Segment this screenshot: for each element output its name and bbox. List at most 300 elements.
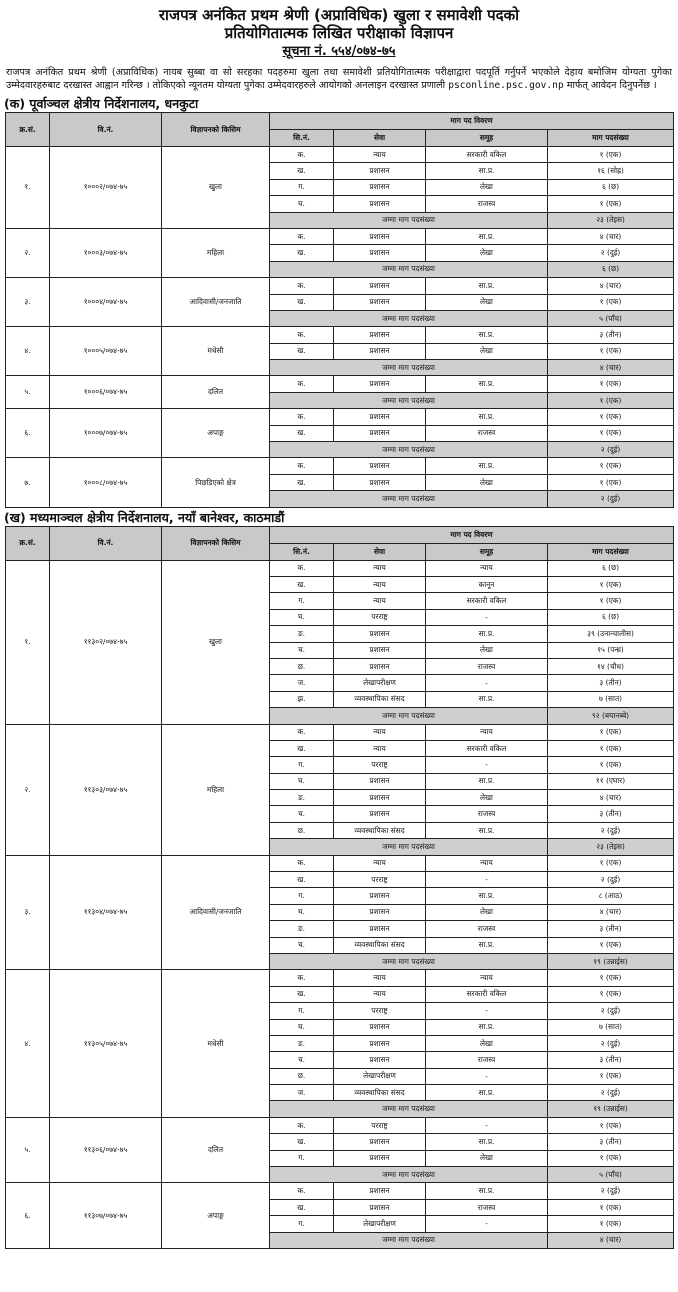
- cell-service: प्रशासन: [334, 1019, 426, 1035]
- header-posts: माग पदसंख्या: [548, 543, 674, 560]
- cell-posts: १ (एक): [548, 855, 674, 871]
- table-row: [6, 724, 674, 740]
- cell-service: परराष्ट्र: [334, 1117, 426, 1133]
- cell-posts: ३ (तीन): [548, 1134, 674, 1150]
- cell-sn: ५.: [6, 1117, 50, 1183]
- cell-sn: ५.: [6, 376, 50, 409]
- notice-number: सूचना नं. ५५४/०७४-७५: [282, 44, 396, 59]
- posts-table: [5, 526, 674, 1249]
- total-label: जम्मा माग पदसंख्या: [270, 392, 548, 408]
- cell-sn: ६.: [6, 1183, 50, 1249]
- cell-posts: ३९ (उनान्चालीस): [548, 626, 674, 642]
- cell-service: प्रशासन: [334, 790, 426, 806]
- cell-service: लेखापरीक्षण: [334, 675, 426, 691]
- cell-sub-sn: ख.: [270, 425, 334, 441]
- cell-posts: २ (दुई): [548, 1085, 674, 1101]
- cell-sub-sn: क.: [270, 327, 334, 343]
- cell-sn: २.: [6, 228, 50, 277]
- cell-group: लेखा: [426, 904, 548, 920]
- cell-group: न्याय: [426, 855, 548, 871]
- cell-service: प्रशासन: [334, 327, 426, 343]
- cell-service: प्रशासन: [334, 904, 426, 920]
- online-portal-link[interactable]: psconline.psc.gov.np: [448, 80, 564, 91]
- cell-sub-sn: ख.: [270, 576, 334, 592]
- cell-group: लेखा: [426, 294, 548, 310]
- cell-service: प्रशासन: [334, 1134, 426, 1150]
- cell-sub-sn: ख.: [270, 294, 334, 310]
- cell-sub-sn: क.: [270, 147, 334, 163]
- cell-posts: १४ (चौध): [548, 658, 674, 674]
- cell-posts: ७ (सात): [548, 1019, 674, 1035]
- cell-posts: १ (एक): [548, 458, 674, 474]
- cell-group: राजस्व: [426, 806, 548, 822]
- cell-service: प्रशासन: [334, 458, 426, 474]
- cell-service: प्रशासन: [334, 806, 426, 822]
- cell-service: प्रशासन: [334, 888, 426, 904]
- cell-posts: ६ (छ): [548, 179, 674, 195]
- cell-sub-sn: ग.: [270, 179, 334, 195]
- cell-service: प्रशासन: [334, 1052, 426, 1068]
- cell-group: सा.प्र.: [426, 409, 548, 425]
- cell-sub-sn: क.: [270, 970, 334, 986]
- cell-sn: १.: [6, 147, 50, 229]
- cell-group: सा.प्र.: [426, 376, 548, 392]
- cell-service: प्रशासन: [334, 474, 426, 490]
- cell-service: परराष्ट्र: [334, 872, 426, 888]
- cell-ad-no: ११३०२/०७४-७५: [50, 560, 162, 724]
- cell-service: परराष्ट्र: [334, 609, 426, 625]
- cell-sn: ३.: [6, 278, 50, 327]
- total-value: ५ (पाँच): [548, 310, 674, 326]
- cell-service: प्रशासन: [334, 196, 426, 212]
- cell-posts: ३ (तीन): [548, 806, 674, 822]
- cell-sub-sn: छ.: [270, 822, 334, 838]
- cell-service: प्रशासन: [334, 278, 426, 294]
- cell-group: सा.प्र.: [426, 626, 548, 642]
- cell-sub-sn: क.: [270, 409, 334, 425]
- cell-group: -: [426, 609, 548, 625]
- header-posts: माग पदसंख्या: [548, 130, 674, 147]
- cell-posts: १ (एक): [548, 376, 674, 392]
- cell-sub-sn: घ.: [270, 773, 334, 789]
- cell-posts: १ (एक): [548, 576, 674, 592]
- cell-sub-sn: क.: [270, 1117, 334, 1133]
- cell-group: राजस्व: [426, 196, 548, 212]
- cell-posts: ८ (आठ): [548, 888, 674, 904]
- cell-posts: ३ (तीन): [548, 1052, 674, 1068]
- cell-service: प्रशासन: [334, 245, 426, 261]
- cell-group: राजस्व: [426, 1199, 548, 1215]
- cell-ad-type: दलित: [162, 1117, 270, 1183]
- total-label: जम्मा माग पदसंख्या: [270, 212, 548, 228]
- cell-service: न्याय: [334, 986, 426, 1002]
- total-label: जम्मा माग पदसंख्या: [270, 708, 548, 724]
- cell-service: प्रशासन: [334, 1150, 426, 1166]
- total-label: जम्मा माग पदसंख्या: [270, 1101, 548, 1117]
- cell-group: सा.प्र.: [426, 1085, 548, 1101]
- total-label: जम्मा माग पदसंख्या: [270, 491, 548, 507]
- header-ad-no: वि.नं.: [50, 526, 162, 560]
- total-label: जम्मा माग पदसंख्या: [270, 839, 548, 855]
- cell-ad-type: दलित: [162, 376, 270, 409]
- header-group: समूह: [426, 543, 548, 560]
- header-ad-type: विज्ञापनको किसिम: [162, 526, 270, 560]
- header-ad-type: विज्ञापनको किसिम: [162, 113, 270, 147]
- table-row: [6, 1117, 674, 1133]
- cell-group: न्याय: [426, 724, 548, 740]
- cell-posts: १ (एक): [548, 970, 674, 986]
- cell-posts: १५ (पन्ध्र): [548, 642, 674, 658]
- cell-service: व्यवस्थापिका संसद: [334, 691, 426, 707]
- cell-service: लेखापरीक्षण: [334, 1216, 426, 1232]
- cell-sub-sn: घ.: [270, 904, 334, 920]
- cell-ad-type: खुला: [162, 560, 270, 724]
- table-row: [6, 376, 674, 392]
- cell-sn: ४.: [6, 327, 50, 376]
- cell-posts: ४ (चार): [548, 790, 674, 806]
- total-value: १ (एक): [548, 392, 674, 408]
- cell-posts: २ (दुई): [548, 872, 674, 888]
- total-value: २ (दुई): [548, 491, 674, 507]
- intro-text: राजपत्र अनंकित प्रथम श्रेणी (अप्राविधिक) नायब सुब्बा वा सो सरहका पदहरुमा खुला तथा समावेशी प्रतियोगितात्मक परीक्षाद्वारा पदपूर्ति गर्नुपर्ने भएकोले देहाय बमोजिम योग्यता पुगेका उम्मेदवारहरुबाट दरखास्त आह्वान गरिन्छ । तोकिएको न्यूनतम योग्यता पुगेका उम्मेदवारहरुले आयोगको अनलाइन दरखास्त प्रणाली: [6, 67, 672, 91]
- cell-sub-sn: ख.: [270, 1134, 334, 1150]
- total-label: जम्मा माग पदसंख्या: [270, 310, 548, 326]
- cell-service: परराष्ट्र: [334, 1003, 426, 1019]
- header-sub-sn: सि.नं.: [270, 543, 334, 560]
- cell-sub-sn: क.: [270, 855, 334, 871]
- cell-sub-sn: ख.: [270, 343, 334, 359]
- cell-service: प्रशासन: [334, 1035, 426, 1051]
- cell-sub-sn: घ.: [270, 609, 334, 625]
- cell-posts: ३ (तीन): [548, 921, 674, 937]
- cell-sub-sn: ख.: [270, 740, 334, 756]
- cell-group: न्याय: [426, 970, 548, 986]
- cell-sub-sn: छ.: [270, 1068, 334, 1084]
- cell-posts: १ (एक): [548, 409, 674, 425]
- cell-ad-type: महिला: [162, 228, 270, 277]
- cell-sub-sn: ङ.: [270, 921, 334, 937]
- cell-sub-sn: ज.: [270, 1085, 334, 1101]
- cell-posts: २ (दुई): [548, 1003, 674, 1019]
- cell-posts: ६ (छ): [548, 609, 674, 625]
- cell-ad-no: ११३०३/०७४-७५: [50, 724, 162, 855]
- cell-group: सा.प्र.: [426, 278, 548, 294]
- cell-sub-sn: ग.: [270, 888, 334, 904]
- cell-ad-no: ११३०७/०७४-७५: [50, 1183, 162, 1249]
- cell-service: प्रशासन: [334, 376, 426, 392]
- cell-sn: ३.: [6, 855, 50, 970]
- section-title: (ख) मध्यमाञ्चल क्षेत्रीय निर्देशनालय, नयाँ बानेश्वर, काठमाडौं: [4, 509, 285, 525]
- cell-group: सा.प्र.: [426, 1134, 548, 1150]
- cell-sub-sn: ख.: [270, 1199, 334, 1215]
- cell-service: प्रशासन: [334, 179, 426, 195]
- cell-posts: ४ (चार): [548, 278, 674, 294]
- cell-group: सा.प्र.: [426, 458, 548, 474]
- header-service: सेवा: [334, 130, 426, 147]
- header-details: माग पद विवरण: [270, 526, 674, 543]
- cell-sub-sn: ख.: [270, 872, 334, 888]
- total-label: जम्मा माग पदसंख्या: [270, 360, 548, 376]
- cell-group: सरकारी वकिल: [426, 986, 548, 1002]
- cell-service: प्रशासन: [334, 163, 426, 179]
- cell-service: न्याय: [334, 970, 426, 986]
- cell-group: -: [426, 757, 548, 773]
- cell-sub-sn: च.: [270, 1052, 334, 1068]
- cell-service: प्रशासन: [334, 1199, 426, 1215]
- cell-posts: १ (एक): [548, 593, 674, 609]
- table-row: [6, 560, 674, 576]
- table-row: [6, 278, 674, 294]
- cell-posts: २ (दुई): [548, 822, 674, 838]
- cell-ad-no: ११३०६/०७४-७५: [50, 1117, 162, 1183]
- cell-posts: १ (एक): [548, 1117, 674, 1133]
- cell-group: सा.प्र.: [426, 228, 548, 244]
- total-value: १९ (उन्नाईस): [548, 953, 674, 969]
- header-ad-no: वि.नं.: [50, 113, 162, 147]
- cell-service: व्यवस्थापिका संसद: [334, 1085, 426, 1101]
- cell-ad-type: आदिवासी/जनजाति: [162, 855, 270, 970]
- cell-posts: १ (एक): [548, 757, 674, 773]
- cell-sub-sn: ग.: [270, 593, 334, 609]
- cell-ad-no: १०००६/०७४-७५: [50, 376, 162, 409]
- cell-ad-no: १०००४/०७४-७५: [50, 278, 162, 327]
- cell-posts: २ (दुई): [548, 1183, 674, 1199]
- total-value: १९ (उन्नाईस): [548, 1101, 674, 1117]
- cell-group: सा.प्र.: [426, 888, 548, 904]
- cell-posts: १ (एक): [548, 724, 674, 740]
- cell-group: -: [426, 872, 548, 888]
- cell-posts: ७ (सात): [548, 691, 674, 707]
- table-row: [6, 409, 674, 425]
- cell-service: न्याय: [334, 724, 426, 740]
- table-row: [6, 970, 674, 986]
- cell-service: परराष्ट्र: [334, 757, 426, 773]
- cell-sub-sn: ङ.: [270, 626, 334, 642]
- cell-posts: १६ (सोह्र): [548, 163, 674, 179]
- cell-sub-sn: ग.: [270, 1216, 334, 1232]
- cell-ad-type: अपाङ्ग: [162, 1183, 270, 1249]
- notice-title-line2: प्रतियोगितात्मक लिखित परीक्षाको विज्ञापन: [224, 24, 454, 42]
- cell-group: सरकारी वकिल: [426, 740, 548, 756]
- cell-sub-sn: ज.: [270, 675, 334, 691]
- cell-service: न्याय: [334, 740, 426, 756]
- cell-posts: ४ (चार): [548, 904, 674, 920]
- cell-posts: १ (एक): [548, 147, 674, 163]
- cell-service: प्रशासन: [334, 228, 426, 244]
- cell-service: प्रशासन: [334, 642, 426, 658]
- cell-group: -: [426, 1216, 548, 1232]
- cell-sub-sn: घ.: [270, 1019, 334, 1035]
- cell-posts: २ (दुई): [548, 245, 674, 261]
- cell-sn: ४.: [6, 970, 50, 1118]
- cell-ad-type: महिला: [162, 724, 270, 855]
- cell-posts: १ (एक): [548, 1216, 674, 1232]
- intro-paragraph: [0, 60, 678, 94]
- cell-service: प्रशासन: [334, 343, 426, 359]
- table-row: [6, 1183, 674, 1199]
- cell-posts: १ (एक): [548, 294, 674, 310]
- header-sn: क्र.सं.: [6, 113, 50, 147]
- cell-service: न्याय: [334, 576, 426, 592]
- cell-ad-type: खुला: [162, 147, 270, 229]
- cell-ad-no: १०००३/०७४-७५: [50, 228, 162, 277]
- cell-service: प्रशासन: [334, 921, 426, 937]
- cell-sub-sn: क.: [270, 376, 334, 392]
- cell-sub-sn: ङ.: [270, 790, 334, 806]
- cell-group: -: [426, 1068, 548, 1084]
- cell-group: लेखा: [426, 1150, 548, 1166]
- cell-posts: १ (एक): [548, 343, 674, 359]
- header-group: समूह: [426, 130, 548, 147]
- cell-group: -: [426, 1003, 548, 1019]
- cell-group: लेखा: [426, 642, 548, 658]
- cell-group: लेखा: [426, 790, 548, 806]
- intro-suffix: मार्फत् आवेदन दिनुपर्नेछ ।: [563, 80, 657, 91]
- cell-sub-sn: झ.: [270, 691, 334, 707]
- cell-sub-sn: च.: [270, 937, 334, 953]
- cell-posts: १ (एक): [548, 425, 674, 441]
- header-service: सेवा: [334, 543, 426, 560]
- cell-posts: ११ (एघार): [548, 773, 674, 789]
- cell-service: व्यवस्थापिका संसद: [334, 937, 426, 953]
- sections-container: [0, 94, 678, 1249]
- cell-group: -: [426, 675, 548, 691]
- table-row: [6, 228, 674, 244]
- cell-sub-sn: क.: [270, 458, 334, 474]
- cell-service: न्याय: [334, 593, 426, 609]
- total-label: जम्मा माग पदसंख्या: [270, 1232, 548, 1248]
- cell-group: लेखा: [426, 245, 548, 261]
- cell-group: सा.प्र.: [426, 773, 548, 789]
- cell-group: सा.प्र.: [426, 1019, 548, 1035]
- cell-sub-sn: क.: [270, 278, 334, 294]
- cell-group: लेखा: [426, 343, 548, 359]
- cell-group: लेखा: [426, 474, 548, 490]
- cell-group: राजस्व: [426, 1052, 548, 1068]
- total-value: ५ (पाँच): [548, 1167, 674, 1183]
- total-value: ४ (चार): [548, 1232, 674, 1248]
- cell-group: सा.प्र.: [426, 327, 548, 343]
- cell-ad-type: आदिवासी/जनजाति: [162, 278, 270, 327]
- cell-posts: १ (एक): [548, 1199, 674, 1215]
- cell-sub-sn: ङ.: [270, 1035, 334, 1051]
- cell-sub-sn: क.: [270, 228, 334, 244]
- cell-sub-sn: घ.: [270, 196, 334, 212]
- cell-sn: १.: [6, 560, 50, 724]
- cell-service: प्रशासन: [334, 294, 426, 310]
- section-title: (क) पूर्वाञ्चल क्षेत्रीय निर्देशनालय, धनकुटा: [4, 96, 199, 111]
- cell-sub-sn: छ.: [270, 658, 334, 674]
- cell-group: सा.प्र.: [426, 691, 548, 707]
- total-label: जम्मा माग पदसंख्या: [270, 442, 548, 458]
- cell-group: सा.प्र.: [426, 163, 548, 179]
- cell-group: सा.प्र.: [426, 1183, 548, 1199]
- total-label: जम्मा माग पदसंख्या: [270, 953, 548, 969]
- cell-ad-type: अपाङ्ग: [162, 409, 270, 458]
- cell-group: न्याय: [426, 560, 548, 576]
- cell-ad-no: ११३०५/०७४-७५: [50, 970, 162, 1118]
- cell-service: प्रशासन: [334, 658, 426, 674]
- cell-group: -: [426, 1117, 548, 1133]
- cell-group: लेखा: [426, 1035, 548, 1051]
- total-value: ९२ (बयानब्बे): [548, 708, 674, 724]
- cell-posts: ६ (छ): [548, 560, 674, 576]
- cell-service: प्रशासन: [334, 626, 426, 642]
- cell-sub-sn: ग.: [270, 757, 334, 773]
- cell-ad-no: ११३०४/०७४-७५: [50, 855, 162, 970]
- cell-group: राजस्व: [426, 425, 548, 441]
- cell-sub-sn: ख.: [270, 163, 334, 179]
- cell-group: सा.प्र.: [426, 822, 548, 838]
- cell-posts: १ (एक): [548, 196, 674, 212]
- total-value: ४ (चार): [548, 360, 674, 376]
- notice-title-line1: राजपत्र अनंकित प्रथम श्रेणी (अप्राविधिक) खुला र समावेशी पदको: [158, 6, 520, 24]
- cell-service: प्रशासन: [334, 773, 426, 789]
- cell-sn: ७.: [6, 458, 50, 507]
- cell-group: लेखा: [426, 179, 548, 195]
- cell-sub-sn: ख.: [270, 245, 334, 261]
- posts-table: [5, 112, 674, 508]
- total-label: जम्मा माग पदसंख्या: [270, 261, 548, 277]
- cell-sub-sn: ख.: [270, 474, 334, 490]
- cell-service: लेखापरीक्षण: [334, 1068, 426, 1084]
- cell-group: सा.प्र.: [426, 937, 548, 953]
- header-details: माग पद विवरण: [270, 113, 674, 130]
- cell-group: सरकारी वकिल: [426, 147, 548, 163]
- table-row: [6, 855, 674, 871]
- table-row: [6, 327, 674, 343]
- cell-posts: १ (एक): [548, 937, 674, 953]
- cell-sub-sn: क.: [270, 1183, 334, 1199]
- cell-group: सरकारी वकिल: [426, 593, 548, 609]
- cell-sub-sn: च.: [270, 806, 334, 822]
- total-label: जम्मा माग पदसंख्या: [270, 1167, 548, 1183]
- cell-service: न्याय: [334, 855, 426, 871]
- cell-posts: १ (एक): [548, 740, 674, 756]
- cell-ad-type: मधेसी: [162, 327, 270, 376]
- table-row: [6, 147, 674, 163]
- cell-sub-sn: ग.: [270, 1150, 334, 1166]
- cell-sn: २.: [6, 724, 50, 855]
- cell-posts: १ (एक): [548, 474, 674, 490]
- cell-service: प्रशासन: [334, 409, 426, 425]
- cell-posts: २ (दुई): [548, 1035, 674, 1051]
- cell-posts: ३ (तीन): [548, 327, 674, 343]
- cell-group: राजस्व: [426, 658, 548, 674]
- total-value: २३ (तेइस): [548, 839, 674, 855]
- cell-ad-no: १०००७/०७४-७५: [50, 409, 162, 458]
- cell-posts: ३ (तीन): [548, 675, 674, 691]
- cell-sub-sn: ख.: [270, 986, 334, 1002]
- table-row: [6, 458, 674, 474]
- header-sn: क्र.सं.: [6, 526, 50, 560]
- cell-posts: १ (एक): [548, 1150, 674, 1166]
- cell-ad-no: १०००५/०७४-७५: [50, 327, 162, 376]
- total-value: २३ (तेइस): [548, 212, 674, 228]
- cell-sub-sn: क.: [270, 560, 334, 576]
- cell-ad-no: १०००८/०७४-७५: [50, 458, 162, 507]
- cell-ad-type: पिछडिएको क्षेत्र: [162, 458, 270, 507]
- cell-service: न्याय: [334, 560, 426, 576]
- cell-ad-no: १०००२/०७४-७५: [50, 147, 162, 229]
- cell-group: राजस्व: [426, 921, 548, 937]
- cell-service: प्रशासन: [334, 1183, 426, 1199]
- cell-service: प्रशासन: [334, 425, 426, 441]
- header-sub-sn: सि.नं.: [270, 130, 334, 147]
- total-value: ६ (छ): [548, 261, 674, 277]
- total-value: २ (दुई): [548, 442, 674, 458]
- cell-ad-type: मधेसी: [162, 970, 270, 1118]
